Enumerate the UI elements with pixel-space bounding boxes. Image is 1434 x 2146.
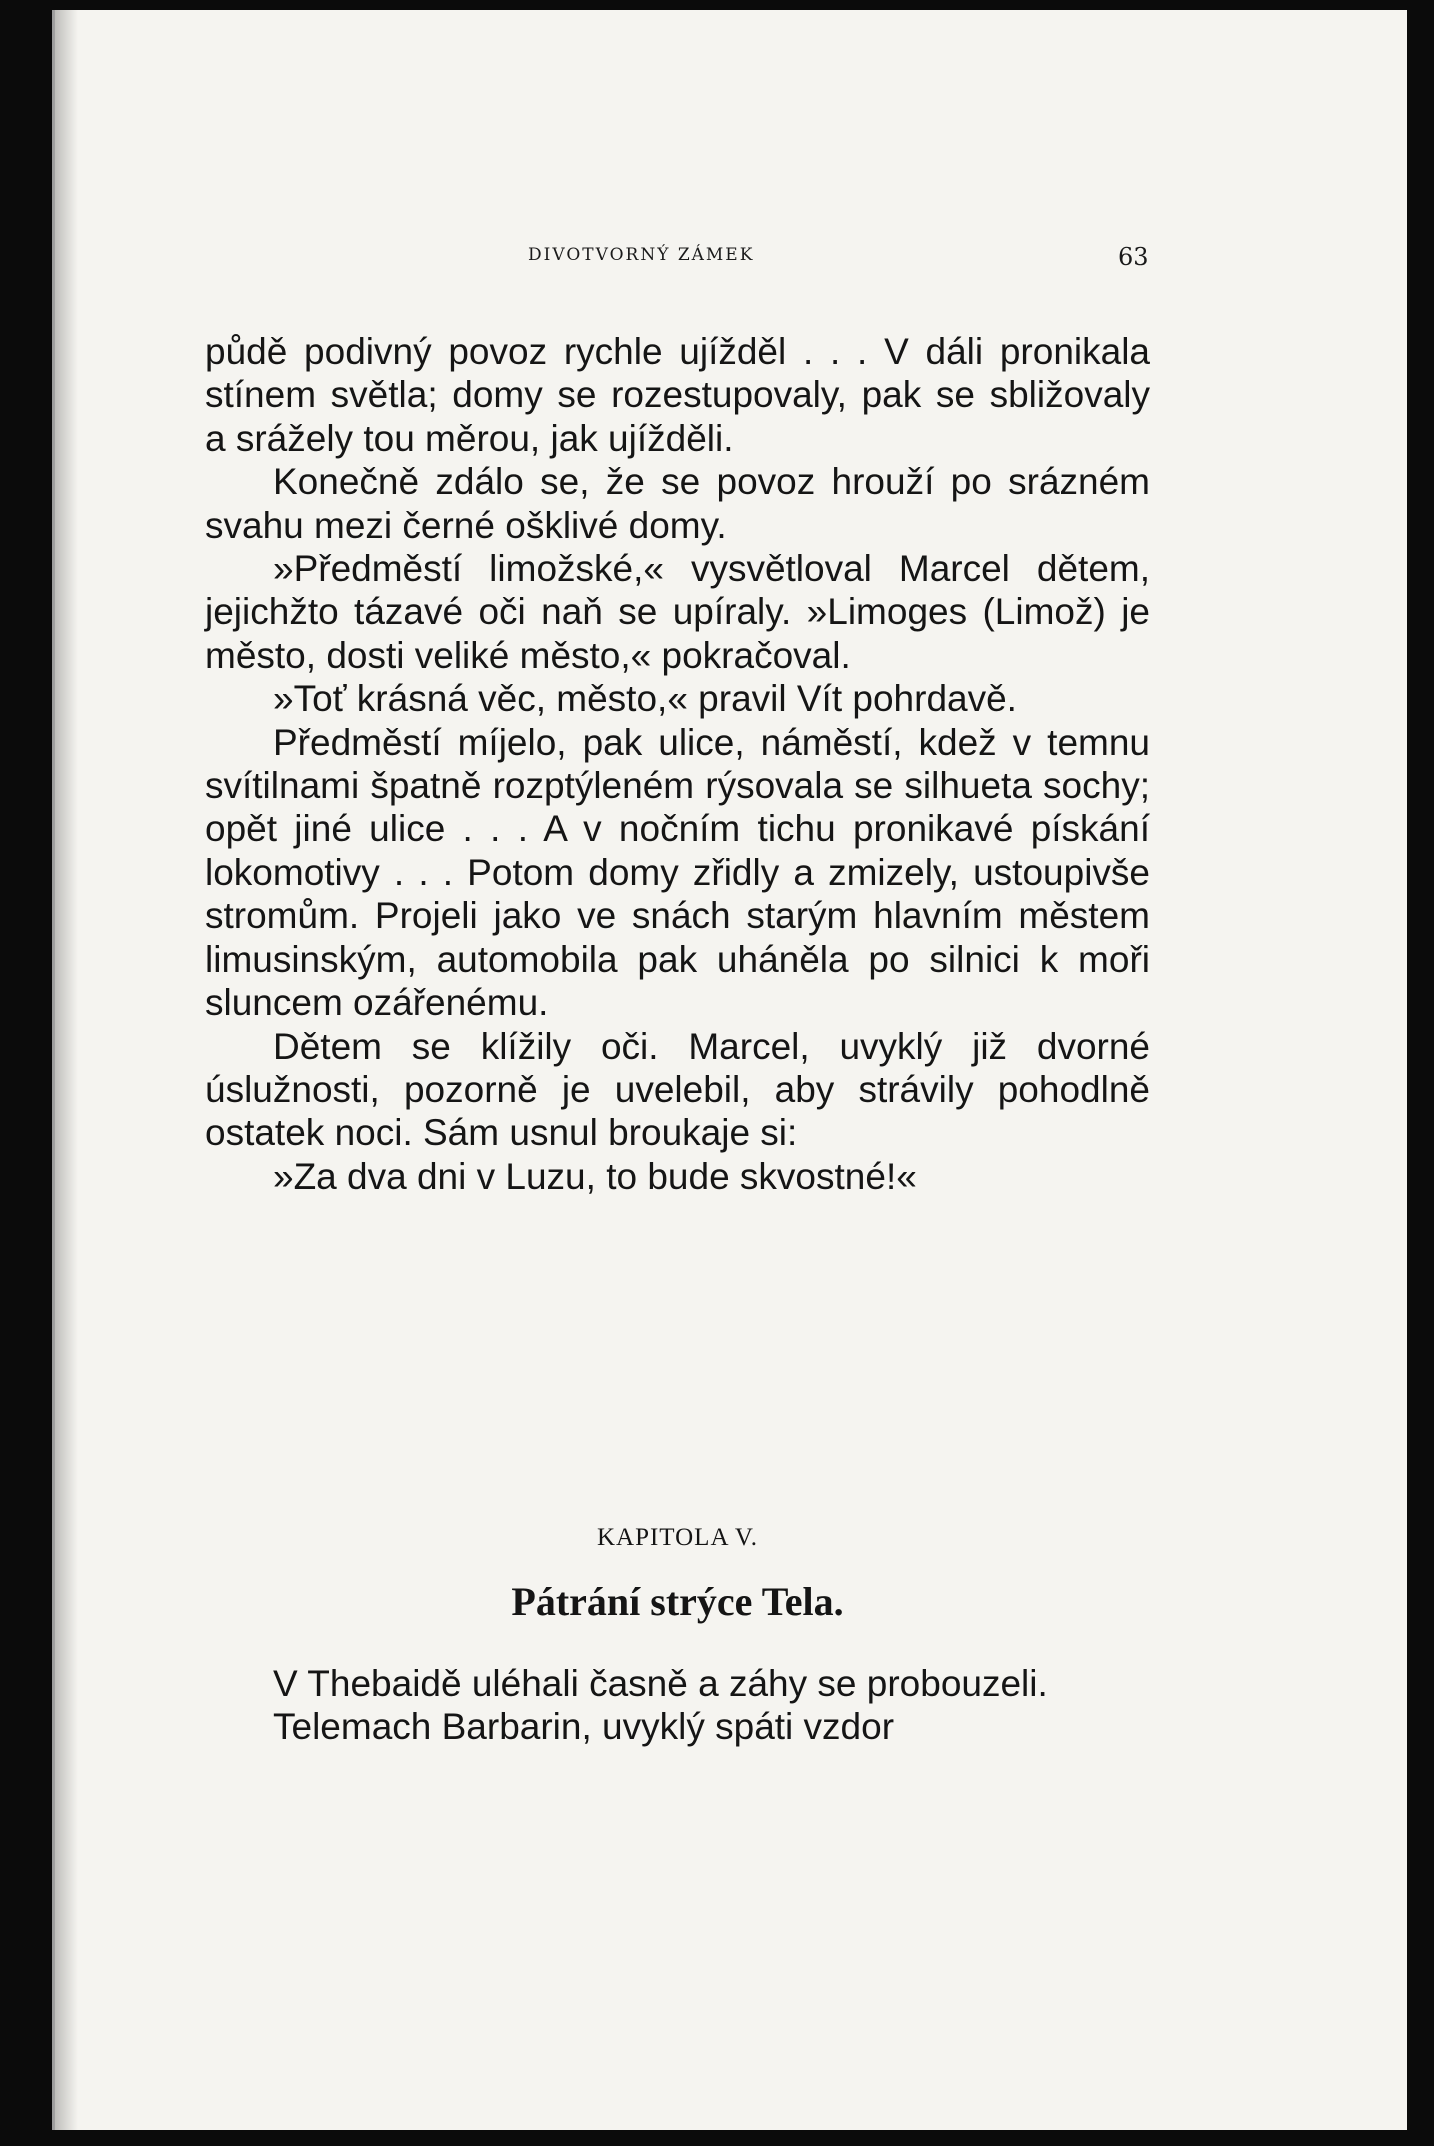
binding-shadow bbox=[52, 10, 78, 2130]
paragraph: půdě podivný povoz rychle ujížděl . . . V dáli pronikala stínem světla; domy se rozestupovaly, pak se sbližovaly a srážely tou měrou, jak ujížděli. bbox=[205, 331, 1150, 459]
paragraph: Konečně zdálo se, že se povoz hrouží po srázném svahu mezi černé ošklivé domy. bbox=[205, 461, 1150, 546]
paragraph: Předměstí míjelo, pak ulice, náměstí, kdež v temnu svítilnami špatně rozptýleném rýsovala se silhueta sochy; opět jiné ulice . . . A v nočním tichu pronikavé pískání lokomotivy . . . Potom domy zřidly a zmizely, ustoupivše stromům. Projeli jako ve snách starým hlavním městem limusinským, automobila pak uháněla po silnici k moři sluncem ozářenému. bbox=[205, 721, 1150, 1024]
chapter-title: Pátrání strýce Tela. bbox=[511, 1579, 844, 1624]
body-text bbox=[205, 330, 1150, 1198]
chapter-label: KAPITOLA V. bbox=[596, 1524, 759, 1551]
chapter-text bbox=[205, 1662, 1150, 1749]
paragraph: Dětem se klížily oči. Marcel, uvyklý již dvorné úslužnosti, pozorně je uvelebil, aby strávily pohodlně ostatek noci. Sám usnul broukaje si: bbox=[205, 1025, 1150, 1154]
page-number: 63 bbox=[1118, 243, 1149, 271]
paragraph: Telemach Barbarin, uvyklý spáti vzdor bbox=[273, 1706, 895, 1748]
paragraph: »Předměstí limožské,« vysvětloval Marcel dětem, jejichžto tázavé oči naň se upíraly. »Limoges (Limož) je město, dosti veliké město,« pokračoval. bbox=[205, 548, 1150, 676]
scan-border bbox=[1407, 0, 1434, 2146]
paragraph: »Za dva dni v Luzu, to bude skvostné!« bbox=[273, 1155, 917, 1197]
running-title: DIVOTVORNÝ ZÁMEK bbox=[528, 245, 755, 265]
paragraph: V Thebaidě uléhali časně a záhy se probouzeli. bbox=[273, 1663, 1048, 1704]
paragraph: »Toť krásná věc, město,« pravil Vít pohrdavě. bbox=[273, 678, 1017, 720]
